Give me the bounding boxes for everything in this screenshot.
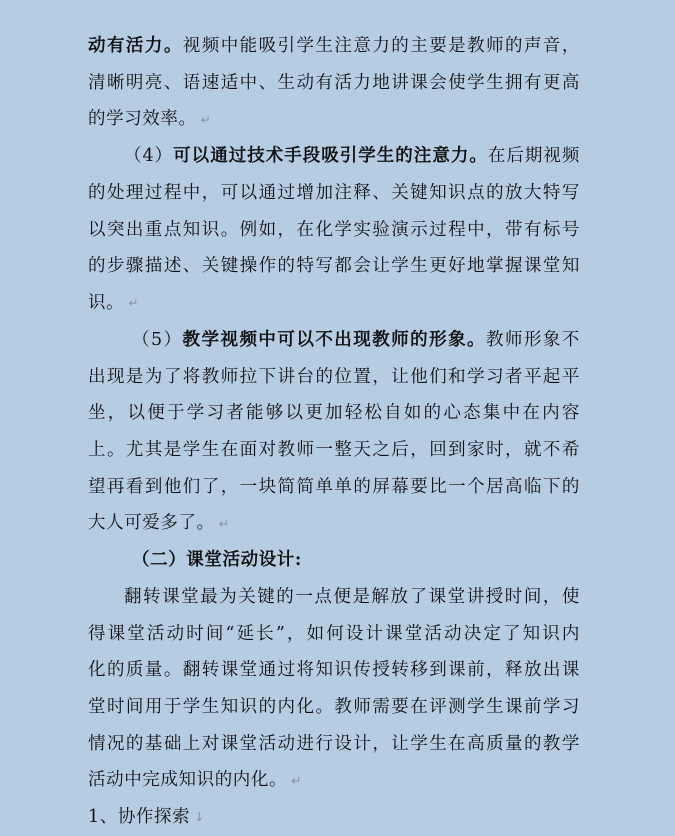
- text-run: （5）: [132, 329, 183, 350]
- text-line: [88, 616, 580, 653]
- text-line: [88, 432, 580, 469]
- text-run: 的步骤描述、关键操作的特写都会让学生更好地掌握课堂知: [88, 256, 580, 277]
- text-line: [88, 689, 580, 726]
- text-line: [88, 762, 580, 799]
- text-line: [88, 469, 580, 506]
- text-run: 情况的基础上对课堂活动进行设计，让学生在高质量的教学: [88, 733, 580, 754]
- text-run: 望再看到他们了，一块简简单单的屏幕要比一个居高临下的: [88, 476, 580, 497]
- paragraph-mark-icon: ↵: [291, 773, 302, 788]
- text-run: 得课堂活动时间“延长”，如何设计课堂活动决定了知识内: [88, 623, 580, 644]
- text-run: 1、协作探索: [88, 807, 191, 828]
- text-line: [88, 359, 580, 396]
- text-run: （4）: [124, 146, 174, 167]
- text-run: 活动中完成知识的内化。: [88, 770, 288, 791]
- text-run: 上。尤其是学生在面对教师一整天之后，回到家时，就不希: [88, 440, 580, 461]
- paragraph-mark-icon: ↓: [194, 810, 205, 825]
- text-run: 出现是为了将教师拉下讲台的位置，让他们和学习者平起平: [88, 366, 580, 387]
- text-run: 识。: [88, 293, 125, 314]
- text-run: 教师形象不: [486, 329, 581, 350]
- text-line: [88, 28, 580, 65]
- bold-text: （二）课堂活动设计:: [132, 550, 302, 571]
- text-line: [88, 579, 580, 616]
- text-run: 以突出重点知识。例如，在化学实验演示过程中，带有标号: [88, 219, 580, 240]
- text-run: 在后期视频: [487, 146, 581, 167]
- text-line: [88, 65, 580, 102]
- bold-text: 教学视频中可以不出现教师的形象。: [182, 329, 487, 350]
- text-line: [88, 101, 580, 138]
- text-run: 的处理过程中，可以通过增加注释、关键知识点的放大特写: [88, 182, 580, 203]
- bold-text: 动有活力。: [88, 36, 183, 56]
- text-line: [88, 248, 580, 285]
- text-line: [88, 395, 580, 432]
- text-line: [88, 505, 580, 542]
- paragraph-mark-icon: ↵: [128, 296, 139, 311]
- text-line: [88, 322, 580, 359]
- text-run: 化的质量。翻转课堂通过将知识传授转移到课前，释放出课: [88, 660, 580, 681]
- text-line: [88, 799, 580, 836]
- text-line: [88, 542, 580, 579]
- text-run: 大人可爱多了。: [88, 513, 215, 534]
- text-run: 视频中能吸引学生注意力的主要是教师的声音，: [182, 36, 580, 56]
- text-line: [88, 726, 580, 763]
- text-run: 翻转课堂最为关键的一点便是解放了课堂讲授时间，使: [124, 586, 580, 607]
- text-line: [88, 212, 580, 249]
- text-line: [88, 652, 580, 689]
- text-run: 堂时间用于学生知识的内化。教师需要在评测学生课前学习: [88, 697, 580, 718]
- text-line: [88, 285, 580, 322]
- text-line: [88, 138, 580, 175]
- bold-text: 可以通过技术手段吸引学生的注意力。: [173, 146, 488, 167]
- text-line: [88, 175, 580, 212]
- paragraph-mark-icon: ↵: [200, 112, 212, 127]
- text-run: 坐，以便于学习者能够以更加轻松自如的心态集中在内容: [88, 403, 580, 424]
- text-run: 的学习效率。: [88, 109, 197, 130]
- document-page: [88, 28, 580, 836]
- paragraph-mark-icon: ↵: [218, 516, 230, 531]
- text-run: 清晰明亮、语速适中、生动有活力地讲课会使学生拥有更高: [88, 72, 580, 93]
